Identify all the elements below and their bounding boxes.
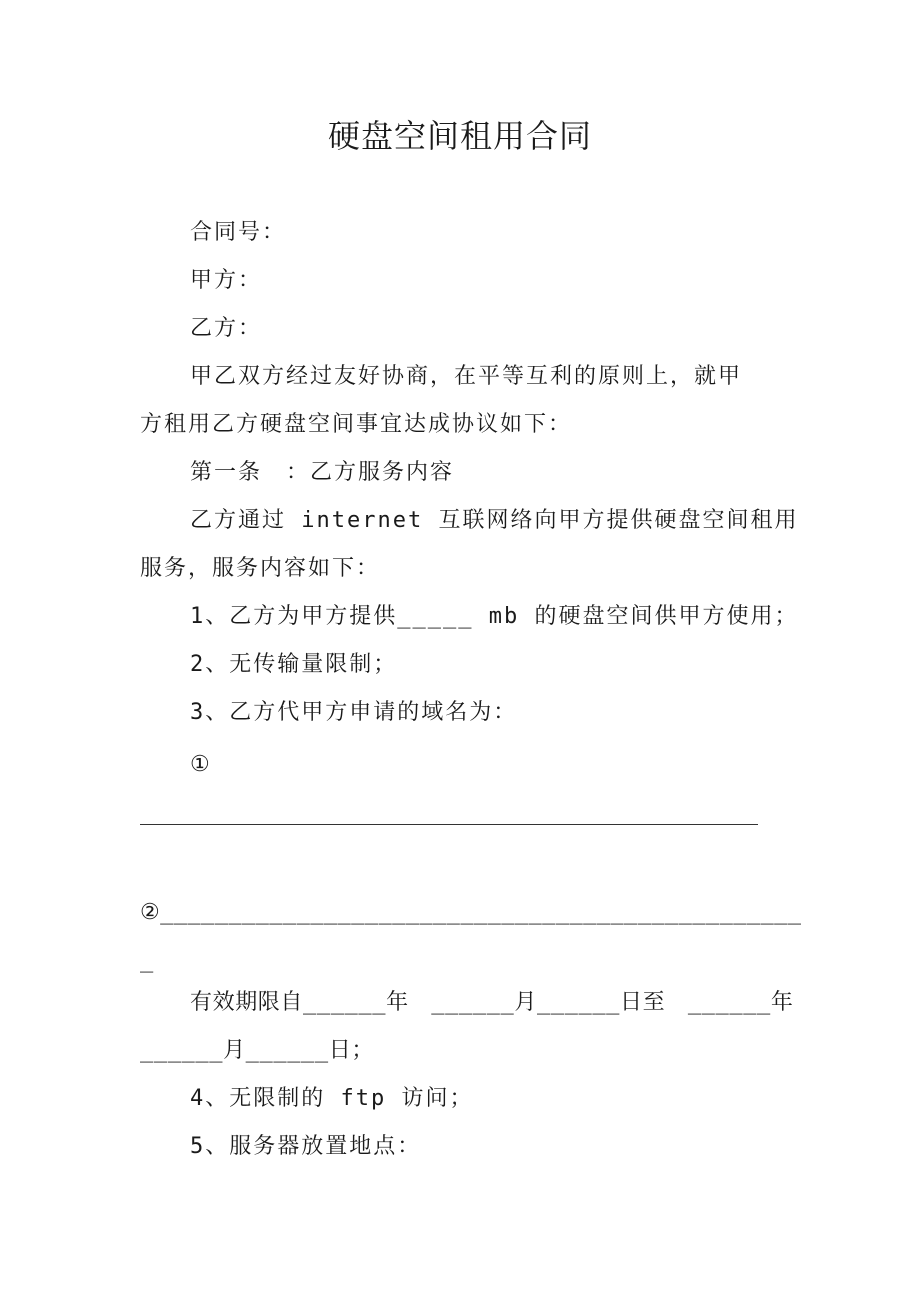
- service-item-2: 2、无传输量限制；: [190, 652, 398, 677]
- contract-number-label: 合同号：: [190, 220, 287, 245]
- article-1-intro-line-1: 乙方通过 internet 互联网络向甲方提供硬盘空间租用: [190, 508, 799, 533]
- party-a-label: 甲方：: [190, 268, 263, 293]
- document-title: 硬盘空间租用合同: [327, 117, 592, 155]
- validity-period-line-1: 有效期限自______年 ______月______日至 ______年: [190, 990, 794, 1015]
- article-1-heading: 第一条 ：乙方服务内容: [190, 460, 455, 485]
- domain-1-marker: ①: [190, 752, 212, 777]
- service-item-4: 4、无限制的 ftp 访问；: [190, 1086, 474, 1111]
- service-item-3: 3、乙方代甲方申请的域名为：: [190, 700, 518, 725]
- service-item-1: 1、乙方为甲方提供_____ mb 的硬盘空间供甲方使用；: [190, 604, 799, 629]
- domain-1-blank-line: [140, 824, 758, 825]
- intro-paragraph-line-2: 方租用乙方硬盘空间事宜达成协议如下：: [140, 412, 573, 437]
- article-1-intro-line-2: 服务，服务内容如下：: [140, 556, 381, 581]
- party-b-label: 乙方：: [190, 316, 263, 341]
- intro-paragraph-line-1: 甲乙双方经过友好协商，在平等互利的原则上，就甲: [190, 364, 743, 389]
- domain-2-tail: _: [140, 948, 156, 973]
- validity-period-line-2: ______月______日；: [140, 1038, 374, 1063]
- service-item-5: 5、服务器放置地点：: [190, 1134, 422, 1159]
- domain-2-line: ②_______________________________________________: [140, 900, 802, 925]
